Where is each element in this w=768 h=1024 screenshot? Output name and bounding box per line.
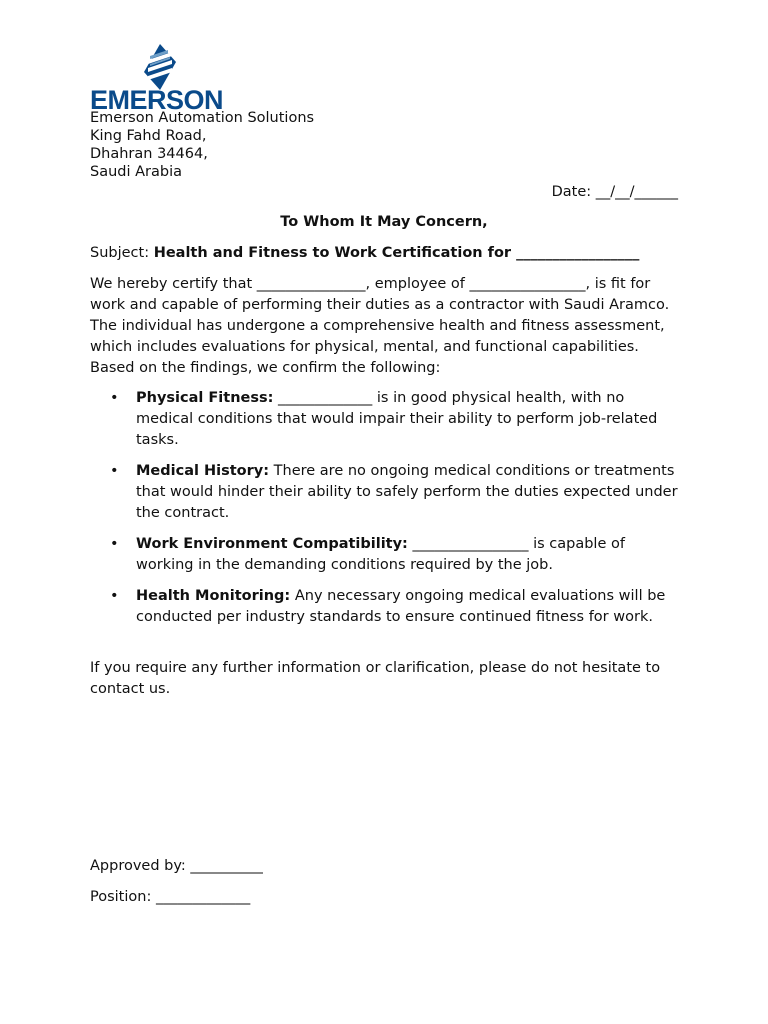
address-line: Emerson Automation Solutions	[90, 110, 315, 126]
list-item	[90, 586, 680, 628]
item-text: Any necessary ongoing medical evaluations will be conducted per industry standards to ensure continued fitness for work.	[136, 588, 666, 625]
item-title: Work Environment Compatibility:	[136, 536, 408, 552]
item-title: Medical History:	[136, 463, 270, 479]
closing-paragraph: If you require any further information or clarification, please do not hesitate to contact us.	[90, 660, 661, 697]
address-line: King Fahd Road,	[90, 128, 207, 144]
address-line: Saudi Arabia	[90, 164, 183, 180]
item-text: ________________ is capable of working in the demanding conditions required by the job.	[136, 536, 625, 573]
emerson-logo-mark-icon	[144, 44, 176, 90]
address-line: Dhahran 34464,	[90, 146, 208, 162]
item-title: Health Monitoring:	[136, 588, 291, 604]
bullet-icon: •	[110, 588, 119, 604]
list-item	[90, 461, 680, 524]
emerson-wordmark: EMERSON	[90, 85, 224, 115]
salutation: To Whom It May Concern,	[280, 214, 488, 230]
bullet-icon: •	[110, 536, 119, 552]
bullet-icon: •	[110, 390, 119, 406]
list-item	[90, 388, 680, 451]
item-title: Physical Fitness:	[136, 390, 274, 406]
approved-by-line: Approved by: __________	[90, 858, 263, 874]
subject-text: Health and Fitness to Work Certification for _________________	[153, 245, 640, 261]
body-paragraph: We hereby certify that _______________, employee of ________________, is fit for work and capable of performing their duties as a contractor with Saudi Aramco. The individual has undergone a comprehensive health and fitness assessment, which includes evaluations for physical, mental, and functional capabilities. Based on the findings, we confirm the following:	[90, 276, 670, 376]
bullet-icon: •	[110, 463, 119, 479]
list-item	[90, 534, 680, 576]
item-text: _____________ is in good physical health, with no medical conditions that would impair their ability to perform job-related tasks.	[136, 390, 658, 448]
subject-label: Subject:	[90, 245, 154, 261]
subject-line	[90, 243, 690, 264]
emerson-logo	[90, 44, 235, 114]
position-line: Position: _____________	[90, 889, 251, 905]
sender-address	[90, 109, 490, 181]
date-line: Date: __/__/______	[551, 184, 678, 200]
item-text: There are no ongoing medical conditions or treatments that would hinder their ability to safely perform the duties expected under the contract.	[136, 463, 678, 521]
certification-list	[90, 388, 680, 638]
